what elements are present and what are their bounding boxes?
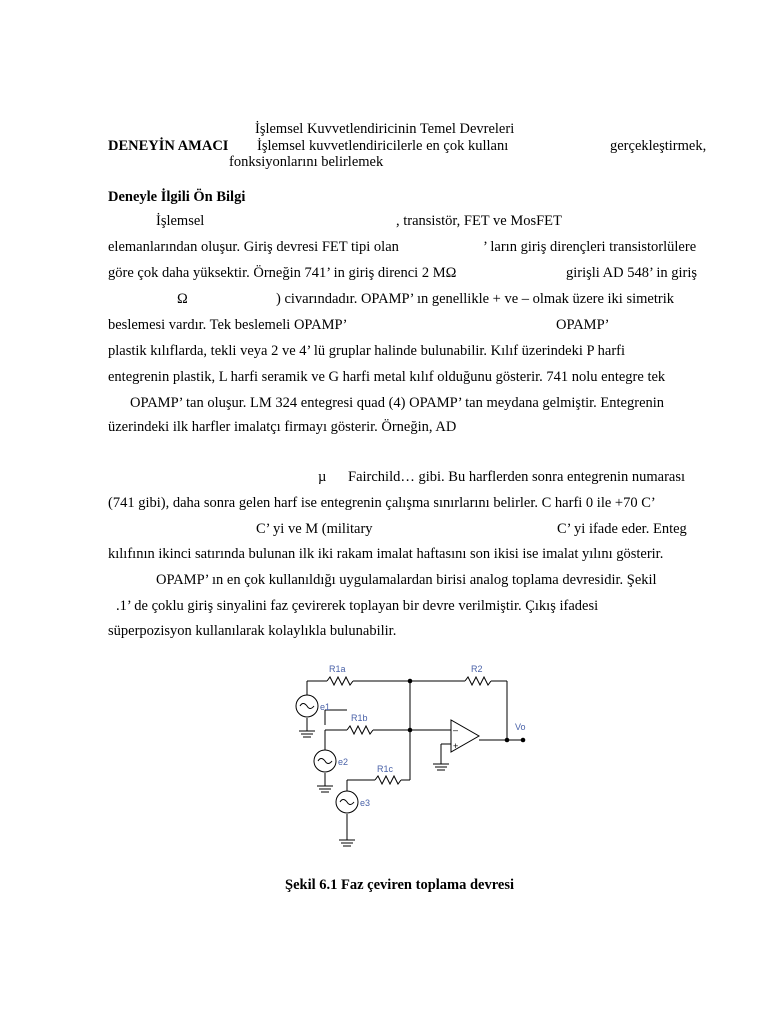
aim-text: İşlemsel kuvvetlendiricilerle en çok kullanı	[257, 138, 509, 154]
paragraph-line: plastik kılıflarda, tekli veya 2 ve 4’ lü gruplar halinde bulunabilir. Kılıf üzerindeki P harfi	[108, 343, 626, 359]
paragraph-line: OPAMP’	[556, 317, 610, 333]
section-heading: Deneyle İlgili Ön Bilgi	[108, 189, 246, 205]
paragraph-line: göre çok daha yüksektir. Örneğin 741’ in giriş direnci 2 MΩ	[108, 265, 457, 281]
label-e2: e2	[338, 757, 349, 767]
aim-text-line2: fonksiyonlarını belirlemek	[229, 154, 384, 170]
paragraph-line: İşlemsel	[156, 213, 205, 229]
label-vo: Vo	[515, 722, 526, 732]
paragraph-line: C’ yi ve M (military	[256, 521, 373, 537]
paragraph-line: (741 gibi), daha sonra gelen harf ise entegrenin çalışma sınırlarını belirler. C harfi 0 ile +70 C’	[108, 495, 656, 511]
paragraph-line: .1’ de çoklu giriş sinyalini faz çevirerek toplayan bir devre verilmiştir. Çıkış ifadesi	[116, 598, 599, 614]
aim-label: DENEYİN AMACI	[108, 138, 229, 154]
paragraph-line: üzerindeki ilk harfler imalatçı firmayı gösterir. Örneğin, AD	[108, 419, 457, 435]
paragraph-line: OPAMP’ ın en çok kullanıldığı uygulamalardan birisi analog toplama devresidir. Şekil	[156, 572, 657, 588]
label-r1c: R1c	[377, 764, 394, 774]
paragraph-line: girişli AD 548’ in giriş	[566, 265, 698, 281]
paragraph-line: OPAMP’ tan oluşur. LM 324 entegresi quad (4) OPAMP’ tan meydana gelmiştir. Entegrenin	[130, 395, 665, 411]
aim-text-tail: gerçekleştirmek,	[610, 138, 707, 154]
paragraph-line: ) civarındadır. OPAMP’ ın genellikle + ve – olmak üzere iki simetrik	[276, 291, 674, 307]
mu-symbol: µ	[318, 469, 327, 485]
paragraph-line: ’ ların giriş dirençleri transistorlülere	[483, 239, 697, 255]
label-r2: R2	[471, 664, 483, 674]
svg-text:+: +	[453, 741, 459, 751]
figure-caption: Şekil 6.1 Faz çeviren toplama devresi	[285, 877, 515, 893]
label-e1: e1	[320, 702, 331, 712]
summing-amplifier-circuit	[285, 648, 537, 860]
label-r1a: R1a	[329, 664, 346, 674]
paragraph-line: beslemesi vardır. Tek beslemeli OPAMP’	[108, 317, 348, 333]
paragraph-line: elemanlarından oluşur. Giriş devresi FET tipi olan	[108, 239, 399, 255]
paragraph-line: süperpozisyon kullanılarak kolaylıkla bulunabilir.	[108, 623, 397, 639]
paragraph-line: kılıfının ikinci satırında bulunan ilk iki rakam imalat haftasını son ikisi ise imalat yılını gösterir.	[108, 546, 664, 562]
paragraph-line: C’ yi ifade eder. Enteg	[557, 521, 687, 537]
paragraph-line: entegrenin plastik, L harfi seramik ve G harfi metal kılıf olduğunu gösterir. 741 nolu entegre tek	[108, 369, 666, 385]
paragraph-line: Ω	[177, 291, 188, 307]
paragraph-line: , transistör, FET ve MosFET	[396, 213, 562, 229]
experiment-title: İşlemsel Kuvvetlendiricinin Temel Devreleri	[255, 121, 515, 137]
paragraph-line: Fairchild… gibi. Bu harflerden sonra entegrenin numarası	[348, 469, 686, 485]
svg-text:–: –	[453, 725, 459, 735]
label-r1b: R1b	[351, 713, 368, 723]
label-e3: e3	[360, 798, 371, 808]
